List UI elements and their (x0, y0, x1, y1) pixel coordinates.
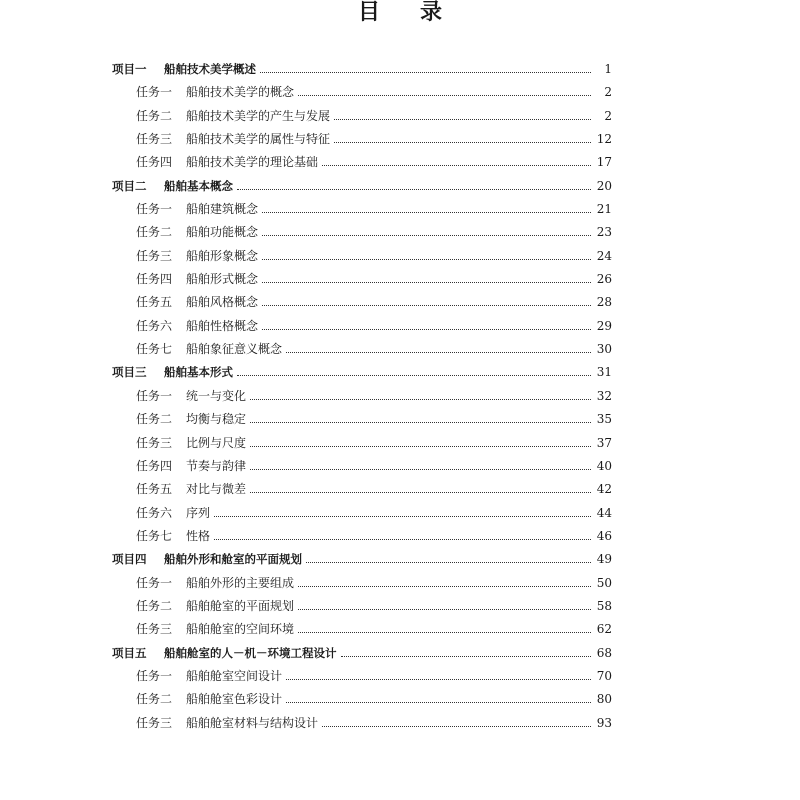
toc-task-row[interactable] (112, 245, 612, 268)
toc-entry-title: 性格 (186, 528, 211, 543)
dot-leader (262, 329, 591, 330)
toc-entry-title: 船舶外形的主要组成 (186, 575, 295, 590)
toc-entry-number: 任务五 (136, 482, 173, 497)
dot-leader (260, 72, 591, 73)
dot-leader (286, 702, 591, 703)
toc-task-row[interactable] (112, 81, 612, 104)
toc-entry-page-number: 35 (596, 412, 612, 427)
toc-entry-number: 任务二 (136, 412, 173, 427)
toc-entry-title: 船舶技术美学的概念 (186, 85, 295, 100)
toc-task-row[interactable] (112, 105, 612, 128)
toc-entry-page-number: 93 (596, 715, 612, 730)
toc-entry-page-number: 28 (596, 295, 612, 310)
toc-entry-number: 任务六 (136, 505, 173, 520)
toc-section-row[interactable] (112, 548, 612, 571)
dot-leader (214, 539, 591, 540)
toc-entry-number: 任务一 (136, 85, 173, 100)
toc-entry-title: 船舶舱室空间设计 (186, 668, 283, 683)
toc-task-row[interactable] (112, 315, 612, 338)
toc-entry-title: 船舶技术美学的属性与特征 (186, 132, 331, 147)
toc-task-row[interactable] (112, 502, 612, 525)
toc-task-row[interactable] (112, 408, 612, 431)
toc-task-row[interactable] (112, 712, 612, 735)
toc-entry-number: 任务四 (136, 272, 173, 287)
toc-entry-title: 船舶舱室材料与结构设计 (186, 715, 319, 730)
toc-entry-number: 任务六 (136, 318, 173, 333)
toc-entry-page-number: 42 (596, 482, 612, 497)
toc-entry-number: 任务三 (136, 622, 173, 637)
toc-task-row[interactable] (112, 595, 612, 618)
toc-entry-page-number: 80 (596, 692, 612, 707)
toc-entry-title: 对比与微差 (186, 482, 247, 497)
toc-task-row[interactable] (112, 291, 612, 314)
toc-entry-number: 任务二 (136, 225, 173, 240)
toc-task-row[interactable] (112, 268, 612, 291)
toc-entry-title: 序列 (186, 505, 211, 520)
toc-entry-title: 节奏与韵律 (186, 458, 247, 473)
toc-entry-number: 任务七 (136, 342, 173, 357)
dot-leader (306, 562, 591, 563)
toc-entry-page-number: 12 (596, 132, 612, 147)
dot-leader (322, 165, 591, 166)
dot-leader (334, 119, 591, 120)
toc-entry-page-number: 21 (596, 202, 612, 217)
dot-leader (298, 609, 591, 610)
toc-entry-title: 统一与变化 (186, 388, 247, 403)
toc-entry-page-number: 40 (596, 458, 612, 473)
toc-entry-number: 任务二 (136, 598, 173, 613)
toc-entry-page-number: 17 (596, 155, 612, 170)
dot-leader (341, 656, 592, 657)
dot-leader (322, 726, 591, 727)
toc-entry-number: 任务一 (136, 202, 173, 217)
toc-entry-page-number: 70 (596, 668, 612, 683)
dot-leader (250, 492, 591, 493)
dot-leader (250, 469, 591, 470)
toc-entry-title: 船舶基本概念 (164, 178, 233, 193)
toc-entry-number: 项目五 (112, 645, 147, 660)
toc-entry-page-number: 26 (596, 272, 612, 287)
toc-entry-page-number: 23 (596, 225, 612, 240)
dot-leader (262, 305, 591, 306)
toc-section-row[interactable] (112, 642, 612, 665)
toc-entry-title: 船舶象征意义概念 (186, 342, 283, 357)
toc-entry-title: 船舶技术美学的产生与发展 (186, 108, 331, 123)
dot-leader (262, 259, 591, 260)
toc-entry-number: 任务三 (136, 132, 173, 147)
dot-leader (286, 679, 591, 680)
toc-entry-title: 船舶舱室的人－机－环境工程设计 (164, 645, 337, 660)
toc-entry-page-number: 24 (596, 248, 612, 263)
toc-task-row[interactable] (112, 688, 612, 711)
toc-entry-number: 任务一 (136, 388, 173, 403)
dot-leader (262, 212, 591, 213)
toc-entry-number: 任务三 (136, 715, 173, 730)
toc-entry-title: 船舶形式概念 (186, 272, 259, 287)
toc-entry-title: 船舶功能概念 (186, 225, 259, 240)
dot-leader (250, 422, 591, 423)
toc-entry-title: 船舶形象概念 (186, 248, 259, 263)
toc-entry-page-number: 30 (596, 342, 612, 357)
toc-task-row[interactable] (112, 151, 612, 174)
toc-entry-number: 项目四 (112, 552, 147, 567)
toc-entry-page-number: 20 (596, 178, 612, 193)
toc-entry-title: 船舶基本形式 (164, 365, 233, 380)
toc-entry-page-number: 58 (596, 598, 612, 613)
toc-entry-number: 任务七 (136, 528, 173, 543)
toc-entry-title: 船舶性格概念 (186, 318, 259, 333)
toc-task-row[interactable] (112, 198, 612, 221)
toc-entry-page-number: 50 (596, 575, 612, 590)
dot-leader (262, 282, 591, 283)
toc-entry-title: 船舶建筑概念 (186, 202, 259, 217)
dot-leader (298, 95, 591, 96)
toc-entry-page-number: 46 (596, 528, 612, 543)
toc-task-row[interactable] (112, 665, 612, 688)
toc-section-row[interactable] (112, 361, 612, 384)
toc-entry-number: 任务三 (136, 435, 173, 450)
dot-leader (237, 189, 591, 190)
toc-entry-page-number: 29 (596, 318, 612, 333)
toc-entry-number: 任务五 (136, 295, 173, 310)
toc-entry-page-number: 2 (604, 108, 612, 123)
toc-entry-page-number: 2 (604, 85, 612, 100)
dot-leader (334, 142, 591, 143)
toc-entry-number: 任务二 (136, 108, 173, 123)
toc-entry-number: 任务二 (136, 692, 173, 707)
toc-entry-title: 均衡与稳定 (186, 412, 247, 427)
toc-section-row[interactable] (112, 175, 612, 198)
toc-task-row[interactable] (112, 128, 612, 151)
toc-entry-title: 船舶技术美学概述 (164, 62, 256, 76)
toc-entry-number: 项目二 (112, 178, 147, 193)
toc-task-row[interactable] (112, 385, 612, 408)
toc-entry-title: 船舶外形和舱室的平面规划 (164, 552, 302, 567)
dot-leader (298, 586, 591, 587)
toc-entry-number: 项目一 (112, 62, 147, 76)
toc-entry-number: 任务三 (136, 248, 173, 263)
toc-task-row[interactable] (112, 618, 612, 641)
toc-entry-page-number: 68 (596, 645, 612, 660)
toc-task-row[interactable] (112, 525, 612, 548)
toc-entry-title: 船舶技术美学的理论基础 (186, 155, 319, 170)
toc-entry-title: 比例与尺度 (186, 435, 247, 450)
toc-task-row[interactable] (112, 221, 612, 244)
dot-leader (262, 235, 591, 236)
toc-entry-page-number: 37 (596, 435, 612, 450)
toc-entry-page-number: 32 (596, 388, 612, 403)
toc-entry-number: 任务四 (136, 155, 173, 170)
dot-leader (286, 352, 591, 353)
toc-entry-page-number: 1 (604, 62, 612, 76)
toc-entry-number: 任务一 (136, 668, 173, 683)
toc-entry-page-number: 44 (596, 505, 612, 520)
toc-task-row[interactable] (112, 478, 612, 501)
dot-leader (237, 375, 591, 376)
toc-entry-title: 船舶舱室的平面规划 (186, 598, 295, 613)
toc-entry-number: 任务四 (136, 458, 173, 473)
toc-section-row[interactable] (112, 58, 612, 81)
toc-task-row[interactable] (112, 572, 612, 595)
page-title: 目录 (357, 0, 482, 25)
toc-entry-number: 任务一 (136, 575, 173, 590)
toc-entry-number: 项目三 (112, 365, 147, 380)
dot-leader (250, 446, 591, 447)
toc-entry-title: 船舶舱室的空间环境 (186, 622, 295, 637)
toc-task-row[interactable] (112, 455, 612, 478)
toc-entry-page-number: 49 (596, 552, 612, 567)
dot-leader (214, 516, 591, 517)
toc-entry-title: 船舶风格概念 (186, 295, 259, 310)
toc-entry-page-number: 31 (596, 365, 612, 380)
dot-leader (298, 632, 591, 633)
toc-task-row[interactable] (112, 338, 612, 361)
dot-leader (250, 399, 591, 400)
toc-task-row[interactable] (112, 432, 612, 455)
toc-entry-title: 船舶舱室色彩设计 (186, 692, 283, 707)
toc-entry-page-number: 62 (596, 622, 612, 637)
table-of-contents (112, 58, 612, 735)
